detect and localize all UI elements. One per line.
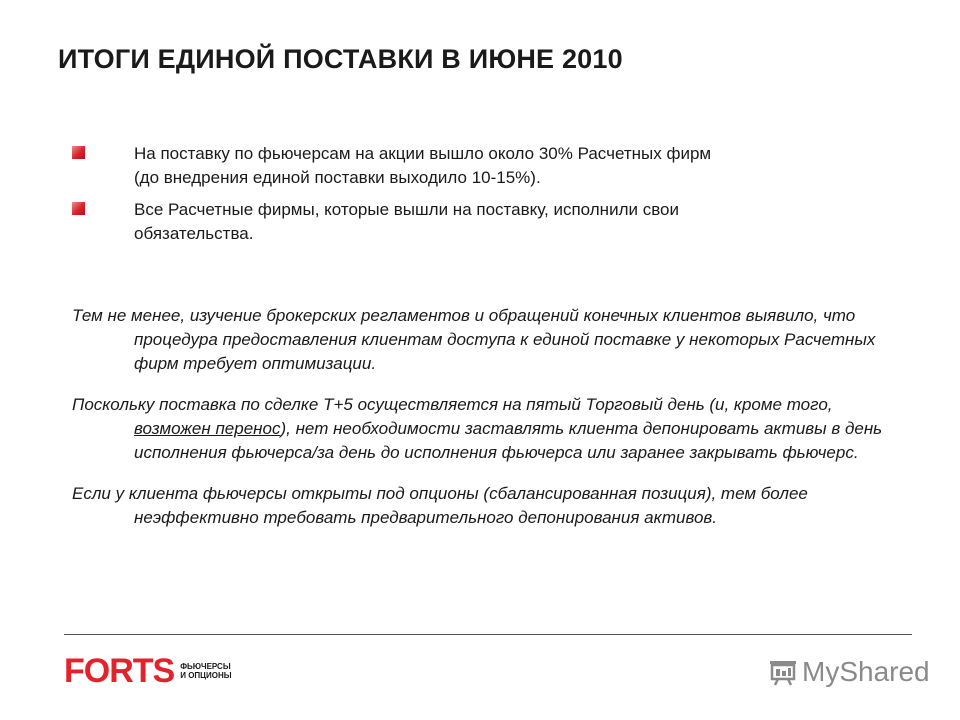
myshared-watermark-text: MyShared: [802, 656, 930, 687]
bullet-line: На поставку по фьючерсам на акции вышло около 30% Расчетных фирм: [134, 144, 712, 163]
paragraph-text-before: Поскольку поставка по сделке Т+5 осуществляется на пятый Торговый день (и, кроме того,: [72, 395, 833, 414]
bullet-item: [72, 142, 872, 190]
paragraph-text: Тем не менее, изучение брокерских регламентов и обращений конечных клиентов выявило, что процедура предоставления клиентам доступа к единой поставке у некоторых Расчетных фирм требует оптимизации.: [72, 306, 876, 373]
paragraph-text-after: ), нет необходимости заставлять клиента депонировать активы в день исполнения фьючерса/за день до исполнения фьючерса или заранее закрывать фьючерс.: [134, 419, 883, 462]
forts-logo-subtitle: [180, 662, 231, 680]
forts-logo-sub-line: ФЬЮЧЕРСЫ: [180, 662, 231, 671]
bullet-line: Все Расчетные фирмы, которые вышли на поставку, исполнили свои: [134, 200, 679, 219]
red-square-bullet-icon: [72, 146, 85, 159]
bullet-line: обязательства.: [134, 224, 254, 243]
myshared-watermark: [768, 655, 930, 689]
paragraph: [72, 304, 902, 376]
forts-logo-word: FORTS: [64, 652, 175, 690]
bullet-line: (до внедрения единой поставки выходило 10-15%).: [134, 168, 541, 187]
page-title: ИТОГИ ЕДИНОЙ ПОСТАВКИ В ИЮНЕ 2010: [58, 44, 623, 74]
paragraph: [72, 482, 902, 530]
presentation-board-icon: [768, 657, 798, 687]
bullet-item: [72, 198, 872, 246]
paragraph: [72, 393, 902, 465]
paragraph-text: Если у клиента фьючерсы открыты под опционы (сбалансированная позиция), тем более неэффективно требовать предварительного депонирования активов.: [72, 484, 808, 527]
red-square-bullet-icon: [72, 202, 85, 215]
forts-logo: [64, 654, 232, 688]
footer-divider: [64, 634, 912, 635]
underlined-phrase: возможен перенос: [134, 419, 281, 438]
bullet-list: [72, 142, 872, 254]
forts-logo-sub-line: И ОПЦИОНЫ: [180, 671, 232, 680]
paragraph-block: [72, 287, 902, 530]
